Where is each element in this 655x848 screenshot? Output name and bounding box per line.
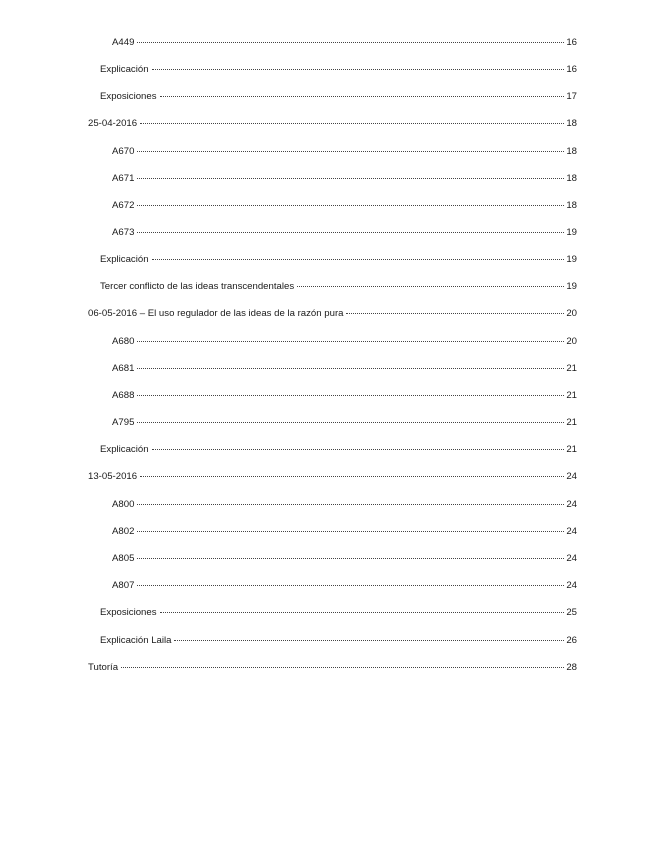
toc-entry-page: 24 [566, 471, 577, 482]
toc-entry-title: Tutoría [88, 662, 119, 673]
dot-leader [137, 332, 564, 344]
toc-entry-title: A680 [112, 336, 135, 347]
toc-entry-title: 06-05-2016 – El uso regulador de las ideas de la razón pura [88, 308, 344, 319]
toc-entry-title: Explicación [100, 64, 149, 75]
toc-entry[interactable] [112, 169, 577, 185]
dot-leader [174, 631, 564, 643]
toc-entry-page: 24 [566, 499, 577, 510]
dot-leader [137, 549, 564, 561]
toc-entry-page: 21 [566, 444, 577, 455]
toc-entry-page: 18 [566, 118, 577, 129]
dot-leader [137, 413, 564, 425]
dot-leader [137, 196, 564, 208]
dot-leader [121, 658, 564, 670]
toc-entry[interactable] [88, 304, 577, 320]
dot-leader [140, 467, 564, 479]
toc-entry-title: Exposiciones [100, 91, 157, 102]
toc-entry[interactable] [88, 114, 577, 130]
dot-leader [346, 304, 564, 316]
toc-entry[interactable] [112, 142, 577, 158]
toc-entry-title: A681 [112, 363, 135, 374]
toc-entry[interactable] [100, 60, 577, 76]
toc-entry-title: Explicación [100, 254, 149, 265]
dot-leader [152, 60, 565, 72]
toc-entry[interactable] [112, 332, 577, 348]
toc-entry[interactable] [100, 87, 577, 103]
dot-leader [137, 223, 564, 235]
toc-entry-page: 17 [566, 91, 577, 102]
toc-entry-title: Tercer conflicto de las ideas transcendentales [100, 281, 295, 292]
toc-entry[interactable] [112, 196, 577, 212]
toc-entry[interactable] [100, 250, 577, 266]
toc-entry-title: A670 [112, 146, 135, 157]
toc-entry-page: 18 [566, 173, 577, 184]
dot-leader [137, 359, 564, 371]
toc-entry[interactable] [112, 522, 577, 538]
toc-entry-page: 26 [566, 635, 577, 646]
toc-entry[interactable] [112, 413, 577, 429]
dot-leader [140, 114, 564, 126]
toc-entry-page: 16 [566, 37, 577, 48]
toc-entry-page: 19 [566, 254, 577, 265]
toc-entry-title: A802 [112, 526, 135, 537]
toc-entry-page: 19 [566, 281, 577, 292]
toc-entry[interactable] [88, 658, 577, 674]
toc-entry-title: A688 [112, 390, 135, 401]
dot-leader [137, 576, 564, 588]
toc-entry-page: 18 [566, 200, 577, 211]
toc-entry[interactable] [112, 576, 577, 592]
dot-leader [137, 386, 564, 398]
toc-entry-page: 21 [566, 390, 577, 401]
toc-entry-page: 28 [566, 662, 577, 673]
toc-entry-page: 25 [566, 607, 577, 618]
toc-entry[interactable] [100, 631, 577, 647]
toc-entry-page: 16 [566, 64, 577, 75]
toc-entry-title: A673 [112, 227, 135, 238]
toc-entry-page: 21 [566, 363, 577, 374]
toc-entry-page: 24 [566, 580, 577, 591]
toc-entry-page: 21 [566, 417, 577, 428]
toc-entry-title: A807 [112, 580, 135, 591]
toc-entry[interactable] [112, 386, 577, 402]
toc-entry[interactable] [100, 440, 577, 456]
toc-entry[interactable] [112, 549, 577, 565]
toc-entry[interactable] [112, 359, 577, 375]
dot-leader [160, 603, 565, 615]
toc-entry-title: A671 [112, 173, 135, 184]
dot-leader [152, 250, 565, 262]
dot-leader [137, 169, 564, 181]
toc-entry-page: 20 [566, 336, 577, 347]
toc-entry-title: 25-04-2016 [88, 118, 138, 129]
dot-leader [137, 522, 564, 534]
toc-entry-title: Explicación [100, 444, 149, 455]
dot-leader [137, 33, 564, 45]
toc-entry-title: A805 [112, 553, 135, 564]
toc-entry-title: A795 [112, 417, 135, 428]
dot-leader [137, 142, 564, 154]
toc-entry[interactable] [100, 277, 577, 293]
dot-leader [152, 440, 565, 452]
toc-entry-page: 18 [566, 146, 577, 157]
toc-entry[interactable] [112, 495, 577, 511]
toc-entry[interactable] [100, 603, 577, 619]
toc-entry-title: Explicación Laila [100, 635, 172, 646]
toc-entry[interactable] [112, 223, 577, 239]
toc-entry-title: 13-05-2016 [88, 471, 138, 482]
toc-entry-page: 24 [566, 526, 577, 537]
toc-entry[interactable] [88, 467, 577, 483]
toc-entry-title: A449 [112, 37, 135, 48]
toc-entry-page: 19 [566, 227, 577, 238]
toc-entry-title: Exposiciones [100, 607, 157, 618]
toc-entry-title: A672 [112, 200, 135, 211]
toc-entry[interactable] [112, 33, 577, 49]
toc-entry-page: 24 [566, 553, 577, 564]
dot-leader [297, 277, 564, 289]
toc-entry-page: 20 [566, 308, 577, 319]
dot-leader [160, 87, 565, 99]
dot-leader [137, 495, 564, 507]
toc-entry-title: A800 [112, 499, 135, 510]
